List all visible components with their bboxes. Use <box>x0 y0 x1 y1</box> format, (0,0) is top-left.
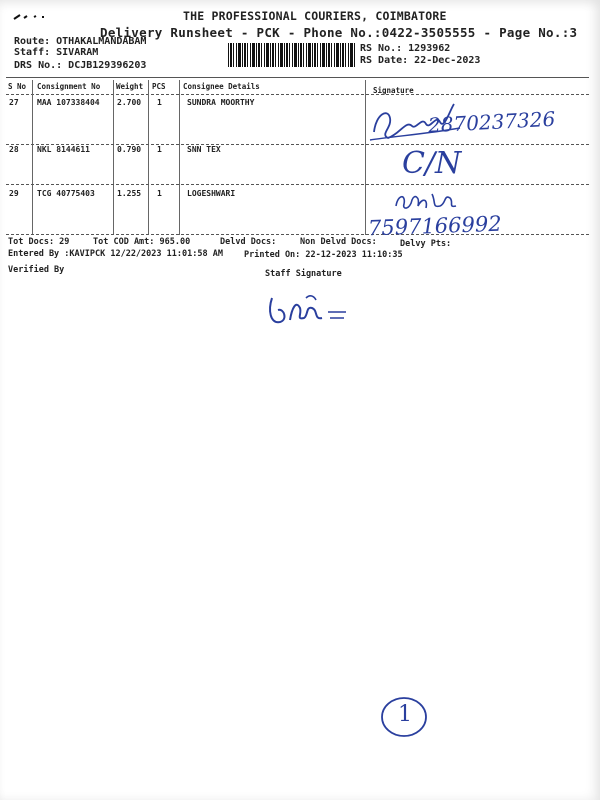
route-label: Route: OTHAKALMANDABAM <box>14 36 147 47</box>
header-rule <box>6 94 589 95</box>
header-signature: Signature <box>373 86 414 95</box>
verified-by-label: Verified By <box>8 265 65 275</box>
barcode <box>228 43 356 67</box>
row-pcs: 1 <box>157 189 162 198</box>
header-pcs: PCS <box>152 82 166 91</box>
entered-by: Entered By :KAVIPCK 12/22/2023 11:01:58 AM <box>8 249 223 259</box>
delivery-points: Delvy Pts: <box>400 239 452 249</box>
row-consignment: NKL 8144611 <box>37 145 90 154</box>
handwritten-page-number: 1 <box>398 702 412 727</box>
row-consignee: SUNDRA MOORTHY <box>187 98 255 107</box>
row-rule <box>6 144 589 145</box>
total-cod-amount: Tot COD Amt: 965.00 <box>93 237 191 247</box>
column-divider <box>148 80 149 235</box>
table-top-rule <box>6 77 589 78</box>
row-consignee: SNN TEX <box>187 145 221 154</box>
row-sno: 27 <box>9 98 19 107</box>
column-divider <box>113 80 114 235</box>
header-sno: S No <box>8 82 27 91</box>
row-rule <box>6 184 589 185</box>
header-consignee: Consignee Details <box>183 82 260 91</box>
row-consignee: LOGESHWARI <box>187 189 236 198</box>
runsheet-subtitle: Delivery Runsheet - PCK - Phone No.:0422-3505555 - Page No.:3 <box>100 25 578 40</box>
row-sno: 28 <box>9 145 19 154</box>
column-divider <box>179 80 180 235</box>
printed-on: Printed On: 22-12-2023 11:10:35 <box>244 250 403 260</box>
row-pcs: 1 <box>157 98 162 107</box>
row-weight: 0.790 <box>117 145 142 154</box>
header-weight: Weight <box>116 82 144 91</box>
drs-number: DRS No.: DCJB129396203 <box>14 60 147 71</box>
row-sno: 29 <box>9 189 19 198</box>
scan-mark <box>12 12 46 22</box>
column-divider <box>32 80 33 235</box>
staff-signature-label: Staff Signature <box>265 269 342 279</box>
rs-number: RS No.: 1293962 <box>360 43 451 54</box>
row-pcs: 1 <box>157 145 162 154</box>
staff-label: Staff: SIVARAM <box>14 47 99 58</box>
row-weight: 2.700 <box>117 98 142 107</box>
handwritten-phone-29: 7597166992 <box>367 211 502 241</box>
total-docs: Tot Docs: 29 <box>8 237 70 247</box>
handwritten-cn-note: C/N <box>402 146 462 181</box>
delivered-docs: Delvd Docs: <box>220 237 277 247</box>
rs-date: RS Date: 22-Dec-2023 <box>360 55 481 66</box>
row-consignment: TCG 40775403 <box>37 189 95 198</box>
row-weight: 1.255 <box>117 189 142 198</box>
staff-signature <box>266 290 356 330</box>
handwritten-tamil-name <box>392 186 472 214</box>
company-title: THE PROFESSIONAL COURIERS, COIMBATORE <box>183 9 447 23</box>
handwritten-phone-27: 2870237326 <box>427 106 556 138</box>
non-delivered-docs: Non Delvd Docs: <box>300 237 377 247</box>
header-consignment: Consignment No <box>37 82 101 91</box>
row-consignment: MAA 107338404 <box>37 98 100 107</box>
